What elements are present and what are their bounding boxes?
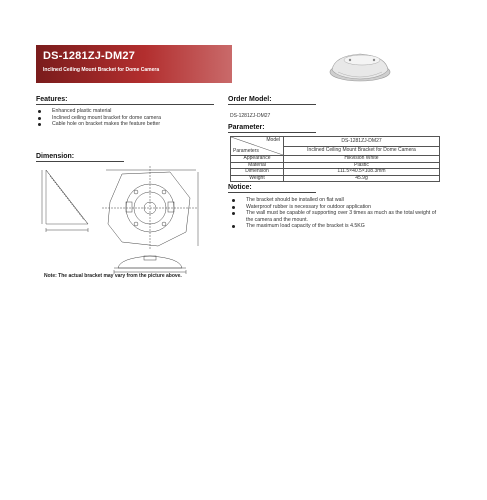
param-value: 111.5×40.5×108.3mm [284, 169, 440, 176]
feature-item: Enhanced plastic material [36, 108, 211, 115]
notice-item: The maximum load capacity of the bracket is 4.5KG [230, 223, 442, 230]
parameter-heading: Parameter: [228, 124, 316, 133]
order-model-heading: Order Model: [228, 96, 316, 105]
parameter-header-cell [231, 137, 284, 156]
param-key: Appearance [231, 156, 284, 163]
product-photo [324, 42, 396, 84]
header-model-label: Model [266, 137, 280, 143]
header-model-value: DS-1281ZJ-DM27 [284, 137, 440, 147]
feature-item: Inclined ceiling mount bracket for dome camera [36, 115, 211, 122]
header-parameters-label: Parameters [233, 147, 259, 154]
param-value: Hikvision White [284, 156, 440, 163]
spec-sheet [36, 40, 451, 290]
param-value: Plastic [284, 162, 440, 169]
product-subtitle: Inclined Ceiling Mount Bracket for Dome Camera [43, 67, 160, 73]
features-list [36, 108, 211, 128]
model-name: DS-1281ZJ-DM27 [43, 50, 136, 62]
dimension-heading: Dimension: [36, 153, 124, 162]
title-banner [36, 45, 232, 83]
notice-item: The bracket should be installed on flat wall [230, 197, 442, 204]
param-key: Material [231, 162, 284, 169]
notice-item: The wall must be capable of supporting over 3 times as much as the total weight of the camera and the mount. [230, 210, 442, 223]
param-value: Inclined Ceiling Mount Bracket for Dome Camera [284, 146, 440, 156]
param-value: 45.9g [284, 175, 440, 182]
order-model-value: DS-1281ZJ-DM27 [230, 113, 271, 119]
param-key: Dimension [231, 169, 284, 176]
notice-item: Waterproof rubber is necessary for outdoor application [230, 204, 442, 211]
features-heading: Features: [36, 96, 214, 105]
footnote: Note: The actual bracket may vary from the picture above. [44, 273, 182, 279]
dimension-drawing [40, 162, 210, 274]
notice-list [230, 197, 442, 230]
param-key: Weight [231, 175, 284, 182]
parameter-table [230, 136, 440, 182]
feature-item: Cable hole on bracket makes the feature better [36, 121, 211, 128]
notice-heading: Notice: [228, 184, 316, 193]
